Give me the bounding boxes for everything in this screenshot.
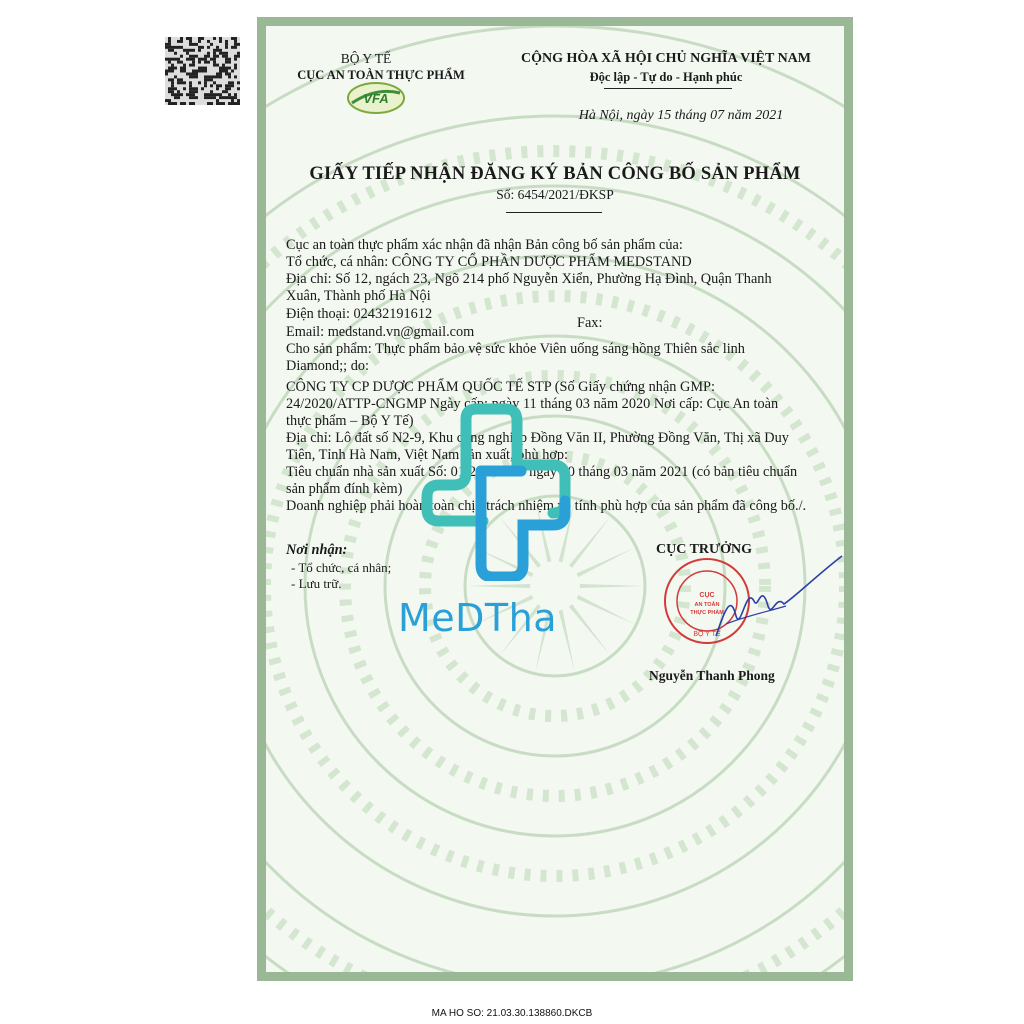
signer-title: CỤC TRƯỞNG: [656, 542, 753, 557]
motto-underline: [604, 88, 732, 89]
body-line: Diamond;; do:: [286, 358, 369, 374]
drum-star-ray: [577, 548, 635, 577]
medtha-logo-icon: [421, 401, 581, 581]
body-line: Doanh nghiệp phải hoàn toàn chịu trách nhiệm về tính phù hợp của sản phẩm đã công bố./.: [286, 498, 807, 514]
country-name: CỘNG HÒA XÃ HỘI CHỦ NGHĨA VIỆT NAM: [520, 51, 811, 66]
qr-code: [165, 37, 240, 105]
body-line: sản phẩm đính kèm): [286, 481, 403, 497]
fax-label: Fax:: [577, 315, 603, 331]
document-number: Số: 6454/2021/ĐKSP: [496, 187, 614, 202]
body-line: Điện thoại: 02432191612: [286, 306, 433, 322]
body-line: Địa chỉ: Số 12, ngách 23, Ngõ 214 phố Nguyễn Xiển, Phường Hạ Đình, Quận Thanh: [286, 271, 772, 287]
drum-star-ray: [559, 610, 575, 672]
svg-text:AN TOÀN: AN TOÀN: [694, 602, 720, 608]
document-title: GIẤY TIẾP NHẬN ĐĂNG KÝ BẢN CÔNG BỐ SẢN PHẨM: [309, 164, 801, 184]
svg-text:VFA: VFA: [363, 91, 389, 106]
body-line: Địa chỉ: Lô đất số N2-9, Khu công nghiệp Đồng Văn II, Phường Đồng Văn, Thị xã Duy: [286, 430, 789, 446]
recipient-item: - Tổ chức, cá nhân;: [291, 560, 392, 575]
handwritten-signature: [706, 546, 844, 646]
svg-text:CỤC: CỤC: [699, 592, 715, 599]
body-line: Cho sản phẩm: Thực phẩm bảo vệ sức khỏe Viên uống sáng hồng Thiên sắc linh: [286, 341, 745, 357]
ministry-name: BỘ Y TẾ: [340, 51, 392, 66]
title-underline: [506, 212, 602, 213]
recipients-heading: Nơi nhận:: [286, 542, 348, 558]
body-line: 24/2020/ATTP-CNGMP Ngày cấp: ngày 11 tháng 03 năm 2020 Nơi cấp: Cục An toàn: [286, 396, 779, 412]
body-line: Tổ chức, cá nhân: CÔNG TY CỔ PHẦN DƯỢC PHẨM MEDSTAND: [286, 254, 692, 270]
svg-text:BỘ Y TẾ: BỘ Y TẾ: [693, 631, 721, 638]
national-motto: Độc lập - Tự do - Hạnh phúc: [589, 70, 743, 84]
body-line: Xuân, Thành phố Hà Nội: [286, 288, 431, 304]
recipient-item: - Lưu trữ.: [291, 576, 342, 591]
body-line: Cục an toàn thực phẩm xác nhận đã nhận Bản công bố sản phẩm của:: [286, 237, 683, 253]
issue-date: Hà Nội, ngày 15 tháng 07 năm 2021: [578, 108, 784, 123]
certificate-frame: [257, 17, 853, 981]
signer-name: Nguyễn Thanh Phong: [649, 668, 775, 683]
body-line: Tiên, Tỉnh Hà Nam, Việt Nam sản xuất, phù hợp:: [286, 447, 569, 463]
certificate-sheet: [266, 26, 844, 972]
vfa-logo: [346, 81, 406, 115]
body-line: CÔNG TY CP DƯỢC PHẨM QUỐC TẾ STP (Số Giấy chứng nhận GMP:: [286, 379, 715, 395]
svg-text:THỰC PHẨM: THỰC PHẨM: [690, 610, 724, 616]
record-code: MA HO SO: 21.03.30.138860.DKCB: [431, 1008, 593, 1019]
drum-star-ray: [467, 584, 530, 588]
agency-name: CỤC AN TOÀN THỰC PHẨM: [297, 68, 465, 82]
body-line: Email: medstand.vn@gmail.com: [286, 324, 475, 340]
medtha-brand-text: MeDTha: [398, 596, 558, 640]
drum-star-ray: [577, 595, 635, 624]
drum-star-ray: [569, 604, 610, 655]
body-line: thực phẩm – Bộ Y Tế): [286, 413, 414, 429]
drum-star-ray: [580, 584, 643, 588]
body-line: Tiêu chuẩn nhà sản xuất Số: 01/2021/STP ngày 20 tháng 03 năm 2021 (có bản tiêu chuẩn: [286, 464, 798, 480]
